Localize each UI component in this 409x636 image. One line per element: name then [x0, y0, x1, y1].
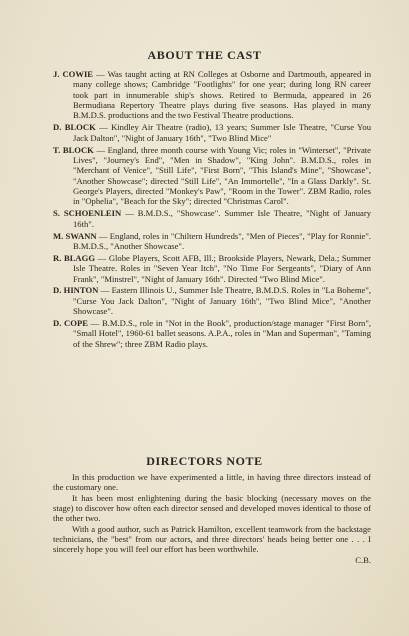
- note-paragraph: It has been most enlightening during the basic blocking (necessary moves on the stage) to discover how often each director sensed and developed moves identical to those of the other two.: [53, 492, 371, 524]
- cast-bio: B.M.D.S., role in "Not in the Book", production/stage manager "First Born", "Small Hotel", 1960-61 ballet seasons. A.P.A., roles in "Man and Superman", "Taming of the Shrew"; three ZBM Radio plays.: [73, 318, 372, 349]
- cast-name: J. COWIE: [53, 69, 94, 79]
- cast-bio: England, roles in "Chiltern Hundreds", "Men of Pieces", "Play for Ronnie". B.M.D.S., "Another Showcase".: [73, 230, 371, 251]
- cast-entry: R. BLAGG — Globe Players, Scott AFB, Ill.; Brookside Players, Newark, Dela.; Summer Isle Theatre. Roles in "Seven Year Itch", "No Time For Sergeants", "Diary of Ann Frank", "Minstrel", "Night of January 16th". Directed "Two Blind Mice".: [53, 252, 371, 284]
- notes-heading: DIRECTORS NOTE: [146, 454, 263, 468]
- cast-entry: D. HINTON — Eastern Illinois U., Summer Isle Theatre, B.M.D.S. Roles in "La Boheme", "Curse You Jack Dalton", "Night of January 16th", "Two Blind Mice", "Another Showcase".: [53, 285, 371, 317]
- cast-name: D. BLOCK: [53, 122, 96, 133]
- cast-bio: Was taught acting at RN Colleges at Osborne and Dartmouth, appeared in many college shows; Cambridge "Footlights" for one year; during long RN career took part in innumerable ship's shows. Retired to Bermuda, appeared in 26 Bermudiana Repertory Theatre plays during five seasons. Has played in many B.M.D.S. productions and the two Festival Theatre productions.: [73, 69, 371, 121]
- signature: C.B.: [355, 554, 371, 565]
- cast-name: S. SCHOENLEIN: [53, 208, 122, 219]
- cast-name: M. SWANN: [53, 230, 97, 241]
- cast-bio: Globe Players, Scott AFB, Ill.; Brookside Players, Newark, Dela.; Summer Isle Theatre. Roles in "Seven Year Itch", "No Time For Sergeants", "Diary of Ann Frank", "Minstrel", "Night of January 16th". Directed "Two Blind Mice".: [73, 252, 371, 284]
- cast-entry: J. COWIE — Was taught acting at RN Colleges at Osborne and Dartmouth, appeared in many college shows; Cambridge "Footlights" for one year; during long RN career took part in innumerable ship's shows. Retired to Bermuda, appeared in 26 Bermudiana Repertory Theatre plays during five seasons. Has played in many B.M.D.S. productions and the two Festival Theatre productions.: [53, 69, 371, 121]
- note-paragraph: With a good author, such as Patrick Hamilton, excellent teamwork from the backstage technicians, the "best" from our actors, and three directors' heads being better one . . . I sincerely hope you will feel our effort has been worthwhile.: [53, 523, 371, 555]
- note-paragraph: In this production we have experimented a little, in having three directors instead of the customary one.: [53, 472, 371, 493]
- cast-name: D. COPE: [53, 318, 88, 329]
- cast-bio: Kindley Air Theatre (radio), 13 years; Summer Isle Theatre, "Curse You Jack Dalton", "Night of January 16th", "Two Blind Mice": [73, 122, 371, 143]
- cast-entry: D. COPE — B.M.D.S., role in "Not in the Book", production/stage manager "First Born", "Small Hotel", 1960-61 ballet seasons. A.P.A., roles in "Man and Superman", "Taming of the Shrew"; three ZBM Radio plays.: [53, 318, 372, 349]
- directors-note: [53, 472, 371, 565]
- cast-entry: D. BLOCK — Kindley Air Theatre (radio), 13 years; Summer Isle Theatre, "Curse You Jack Dalton", "Night of January 16th", "Two Blind Mice": [53, 122, 371, 143]
- cast-name: T. BLOCK: [53, 144, 94, 155]
- cast-name: D. HINTON: [53, 285, 99, 296]
- cast-bio: B.M.D.S., "Showcase". Summer Isle Theatre, "Night of January 16th".: [73, 208, 371, 229]
- cast-entry: T. BLOCK — England, three month course with Young Vic; roles in "Winterset", "Private Lives", "Journey's End", "Men in Shadow", "King John". B.M.D.S., roles in "Merchant of Venice", "Still Life", "First Born", "This Island's Mine", "Showcase", "Another Showcase"; directed "Still Life", "An Immortelle", "In a Glass Darkly". St. George's Players, directed "Monkey's Paw", "Room in the Tower". ZBM Radio, roles in "Ophelia", "Beach for the Sky"; directed "Christmas Carol".: [53, 144, 371, 207]
- cast-entry: S. SCHOENLEIN — B.M.D.S., "Showcase". Summer Isle Theatre, "Night of January 16th".: [53, 208, 371, 229]
- cast-bio: England, three month course with Young Vic; roles in "Winterset", "Private Lives", "Journey's End", "Men in Shadow", "King John". B.M.D.S., roles in "Merchant of Venice", "Still Life", "First Born", "This Island's Mine", "Showcase", "Another Showcase"; directed "Still Life", "An Immortelle", "In a Glass Darkly". St. George's Players, directed "Monkey's Paw", "Room in the Tower". ZBM Radio, roles in "Ophelia", "Beach for the Sky"; directed "Christmas Carol".: [73, 144, 371, 207]
- cast-list: [53, 69, 371, 351]
- cast-heading: ABOUT THE CAST: [147, 48, 262, 62]
- cast-name: R. BLAGG: [53, 252, 96, 263]
- cast-bio: Eastern Illinois U., Summer Isle Theatre, B.M.D.S. Roles in "La Boheme", "Curse You Jack Dalton", "Night of January 16th", "Two Blind Mice", "Another Showcase".: [73, 285, 371, 317]
- cast-entry: M. SWANN — England, roles in "Chiltern Hundreds", "Men of Pieces", "Play for Ronnie". B.M.D.S., "Another Showcase".: [53, 230, 371, 251]
